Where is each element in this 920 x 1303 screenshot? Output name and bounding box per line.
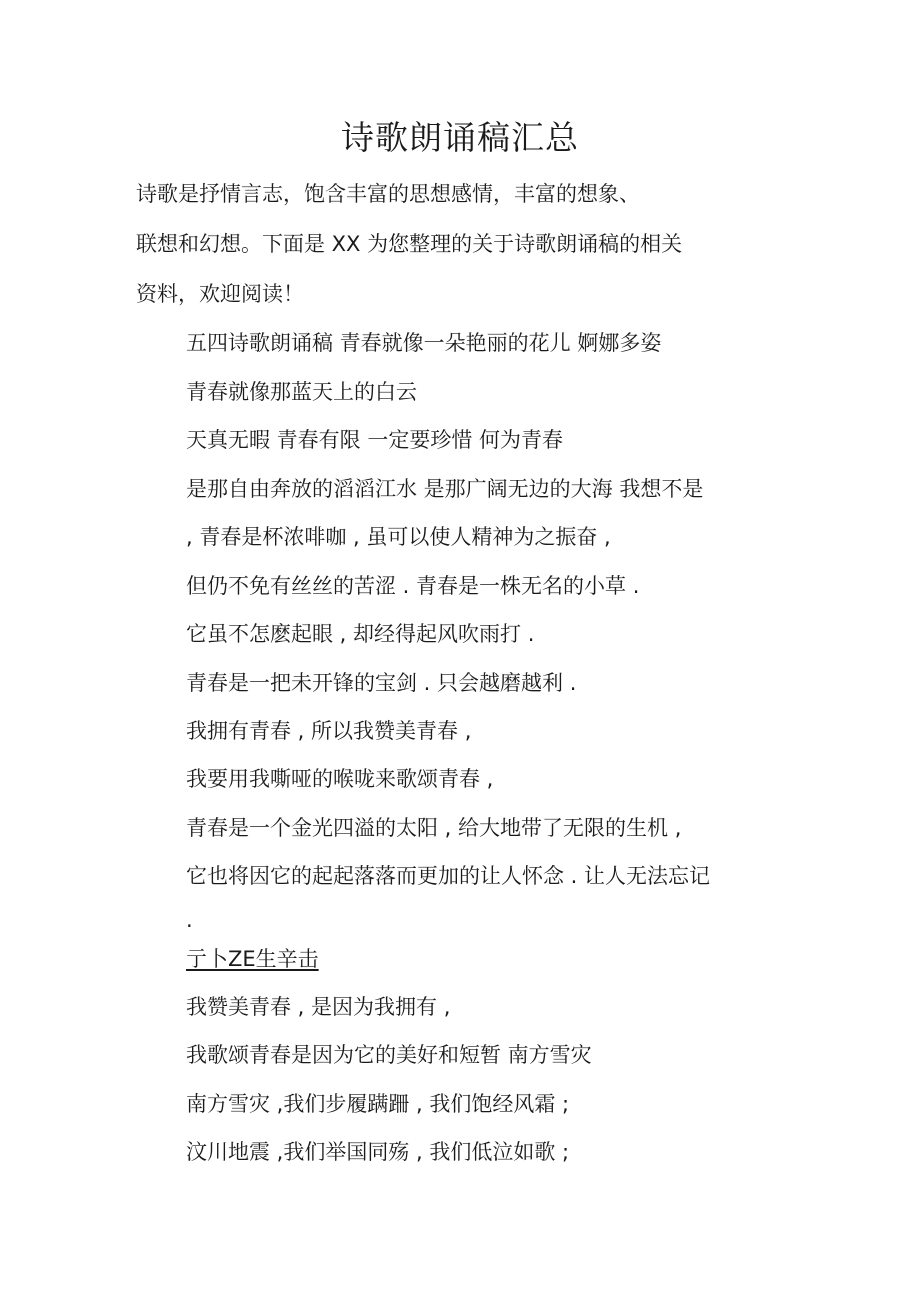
poem-line-13: .	[186, 908, 193, 932]
poem-line-18: 汶川地震 ,我们举国同殇 , 我们低泣如歌 ;	[186, 1140, 570, 1164]
document-title: 诗歌朗诵稿汇总	[341, 118, 579, 157]
poem-line-9: 我拥有青春 , 所以我赞美青春 ,	[186, 719, 472, 743]
poem-line-6: 但仍不免有丝丝的苦涩 . 青春是一株无名的小草 .	[186, 574, 640, 598]
poem-line-16: 我歌颂青春是因为它的美好和短暂 南方雪灾	[186, 1043, 592, 1067]
poem-line-8: 青春是一把未开锋的宝剑 . 只会越磨越利 .	[186, 671, 577, 695]
poem-line-5: , 青春是杯浓啡咖 , 虽可以使人精神为之振奋 ,	[186, 525, 611, 549]
intro-line-2: 联想和幻想。下面是 XX 为您整理的关于诗歌朗诵稿的相关	[136, 232, 683, 256]
poem-line-10: 我要用我嘶哑的喉咙来歌颂青春 ,	[186, 767, 494, 791]
poem-line-15: 我赞美青春 , 是因为我拥有 ,	[186, 995, 451, 1019]
poem-line-7: 它虽不怎麽起眼 , 却经得起风吹雨打 .	[186, 622, 535, 646]
intro-line-1: 诗歌是抒情言志，饱含丰富的思想感情，丰富的想象、	[136, 182, 640, 206]
poem-line-4: 是那自由奔放的滔滔江水 是那广阔无边的大海 我想不是	[186, 477, 704, 501]
poem-line-11: 青春是一个金光四溢的太阳 , 给大地带了无限的生机 ,	[186, 816, 682, 840]
poem-line-12: 它也将因它的起起落落而更加的让人怀念 . 让人无法忘记	[186, 864, 711, 888]
poem-line-14: 亍卜ZE生辛击	[186, 947, 319, 971]
intro-line-3: 资料，欢迎阅读！	[136, 282, 304, 306]
poem-line-3: 天真无暇 青春有限 一定要珍惜 何为青春	[186, 428, 564, 452]
poem-line-17: 南方雪灾 ,我们步履蹒跚 , 我们饱经风霜 ;	[186, 1092, 570, 1116]
poem-line-1: 五四诗歌朗诵稿 青春就像一朵艳丽的花儿 婀娜多姿	[186, 331, 662, 355]
poem-line-2: 青春就像那蓝天上的白云	[186, 380, 417, 404]
